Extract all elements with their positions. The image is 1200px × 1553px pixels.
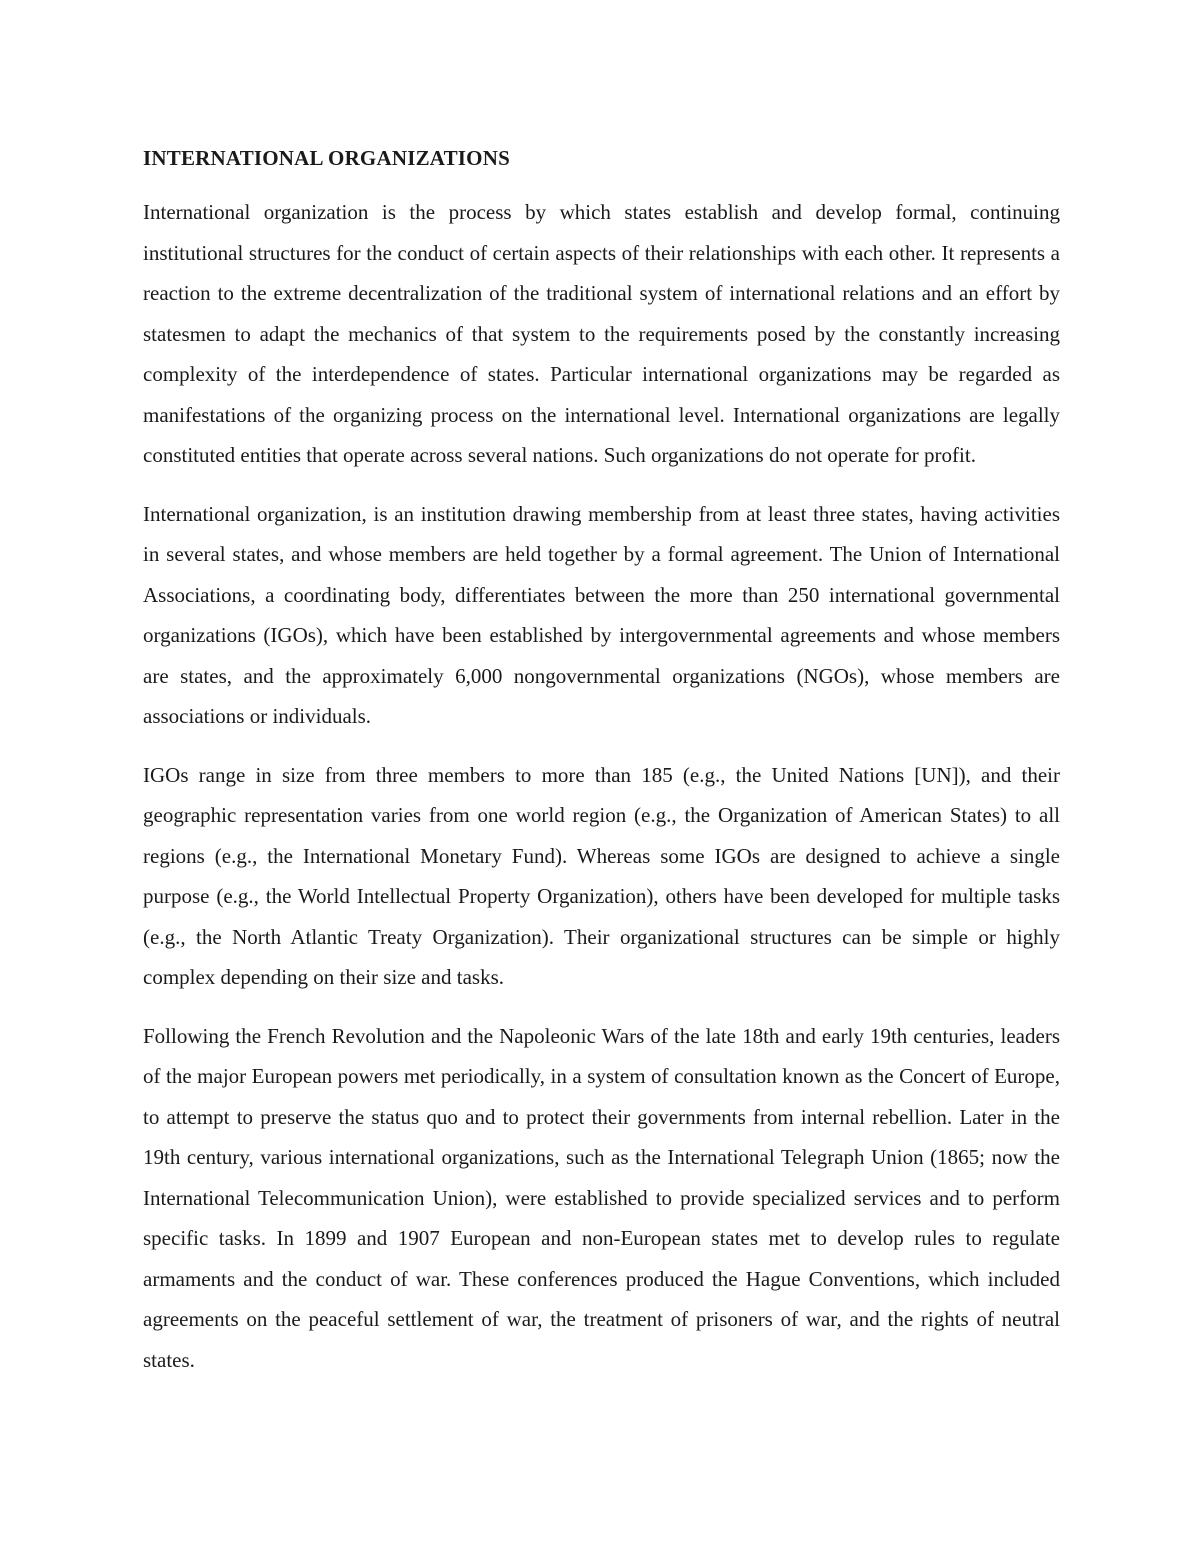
paragraph-igo-range: IGOs range in size from three members to more than 185 (e.g., the United Nations [UN]), and their geographic representation varies from one world region (e.g., the Organization of American States) to all regions (e.g., the International Monetary Fund). Whereas some IGOs are designed to achieve a single purpose (e.g., the World Intellectual Property Organization), others have been developed for multiple tasks (e.g., the North Atlantic Treaty Organization). Their organizational structures can be simple or highly complex depending on their size and tasks. — [143, 762, 1060, 989]
paragraph-institution: International organization, is an institution drawing membership from at least three states, having activities in several states, and whose members are held together by a formal agreement. The Union of International Associations, a coordinating body, differentiates between the more than 250 international governmental organizations (IGOs), which have been established by intergovernmental agreements and whose members are states, and the approximately 6,000 nongovernmental organizations (NGOs), whose members are associations or individuals. — [143, 501, 1060, 728]
document-title: INTERNATIONAL ORGANIZATIONS — [143, 146, 510, 170]
document-page — [143, 138, 1060, 1398]
paragraph-definition: International organization is the process by which states establish and develop formal, continuing institutional structures for the conduct of certain aspects of their relationships with each other. It represents a reaction to the extreme decentralization of the traditional system of international relations and an effort by statesmen to adapt the mechanics of that system to the requirements posed by the constantly increasing complexity of the interdependence of states. Particular international organizations may be regarded as manifestations of the organizing process on the international level. International organizations are legally constituted entities that operate across several nations. Such organizations do not operate for profit. — [143, 200, 1060, 467]
paragraph-history: Following the French Revolution and the Napoleonic Wars of the late 18th and early 19th centuries, leaders of the major European powers met periodically, in a system of consultation known as the Concert of Europe, to attempt to preserve the status quo and to protect their governments from internal rebellion. Later in the 19th century, various international organizations, such as the International Telegraph Union (1865; now the International Telecommunication Union), were established to provide specialized services and to perform specific tasks. In 1899 and 1907 European and non-European states met to develop rules to regulate armaments and the conduct of war. These conferences produced the Hague Conventions, which included agreements on the peaceful settlement of war, the treatment of prisoners of war, and the rights of neutral states. — [143, 1023, 1060, 1372]
